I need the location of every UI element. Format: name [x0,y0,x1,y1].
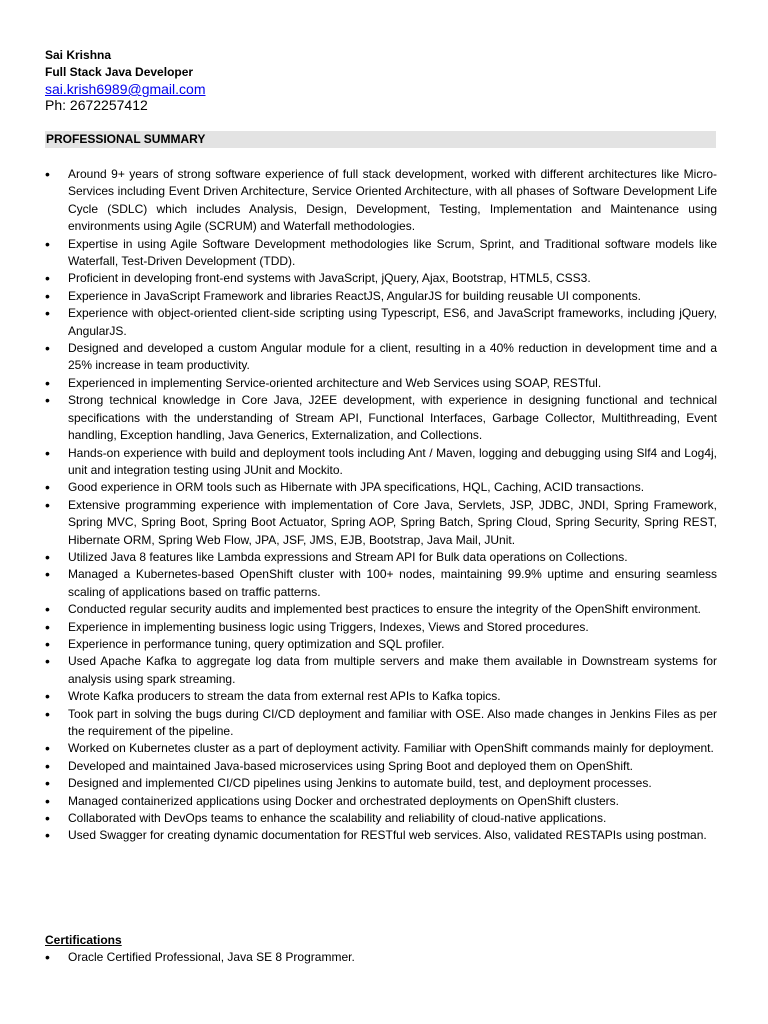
list-item: • Developed and maintained Java-based microservices using Spring Boot and deployed them on OpenShift. [45,758,717,775]
list-item: • Utilized Java 8 features like Lambda expressions and Stream API for Bulk data operations on Collections. [45,549,717,566]
list-item: • Conducted regular security audits and implemented best practices to ensure the integrity of the OpenShift environment. [45,601,717,618]
list-item: • Experience in implementing business logic using Triggers, Indexes, Views and Stored procedures. [45,619,717,636]
list-item: • Worked on Kubernetes cluster as a part of deployment activity. Familiar with OpenShift commands mainly for deployment. [45,740,717,757]
candidate-name: Sai Krishna [45,48,112,62]
list-item: • Collaborated with DevOps teams to enhance the scalability and reliability of cloud-native applications. [45,810,717,827]
list-item: • Proficient in developing front-end systems with JavaScript, jQuery, Ajax, Bootstrap, HTML5, CSS3. [45,270,717,287]
list-item: • Experienced in implementing Service-oriented architecture and Web Services using SOAP, RESTful. [45,375,717,392]
list-item: • Good experience in ORM tools such as Hibernate with JPA specifications, HQL, Caching, ACID transactions. [45,479,717,496]
list-item: • Around 9+ years of strong software experience of full stack development, worked with different architectures like Micro-Services including Event Driven Architecture, Service Oriented Architecture, with all phases of Software Development Life Cycle (SDLC) which includes Analysis, Design, Development, Testing, Implementation and Maintenance using environments using Agile (SCRUM) and Waterfall methodologies. [45,166,717,236]
list-item: • Wrote Kafka producers to stream the data from external rest APIs to Kafka topics. [45,688,717,705]
list-item: • Designed and implemented CI/CD pipelines using Jenkins to automate build, test, and deployment processes. [45,775,717,792]
list-item: • Used Apache Kafka to aggregate log data from multiple servers and make them available in Downstream systems for analysis using spark streaming. [45,653,717,688]
list-item: • Designed and developed a custom Angular module for a client, resulting in a 40% reduction in development time and a 25% increase in team productivity. [45,340,717,375]
certifications-list [45,949,717,966]
resume-header [45,47,206,114]
list-item: • Managed a Kubernetes-based OpenShift cluster with 100+ nodes, maintaining 99.9% uptime and ensuring seamless scaling of applications based on traffic patterns. [45,566,717,601]
email-link[interactable]: sai.krish6989@gmail.com [45,81,206,97]
list-item: • Took part in solving the bugs during CI/CD deployment and familiar with OSE. Also made changes in Jenkins Files as per the requirement of the pipeline. [45,706,717,741]
certifications-heading: Certifications [45,933,122,947]
list-item: • Used Swagger for creating dynamic documentation for RESTful web services. Also, validated RESTAPIs using postman. [45,827,717,844]
list-item: • Experience in JavaScript Framework and libraries ReactJS, AngularJS for building reusable UI components. [45,288,717,305]
list-item: • Strong technical knowledge in Core Java, J2EE development, with experience in designing functional and technical specifications with the understanding of Stream API, Functional Interfaces, Garbage Collector, Multithreading, Event handling, Exception handling, Java Generics, Externalization, and Collections. [45,392,717,444]
list-item: • Managed containerized applications using Docker and orchestrated deployments on OpenShift clusters. [45,793,717,810]
list-item: • Expertise in using Agile Software Development methodologies like Scrum, Sprint, and Traditional software models like Waterfall, Test-Driven Development (TDD). [45,236,717,271]
list-item: • Experience with object-oriented client-side scripting using Typescript, ES6, and JavaScript frameworks, including jQuery, AngularJS. [45,305,717,340]
professional-summary-heading [45,131,716,148]
list-item: • Experience in performance tuning, query optimization and SQL profiler. [45,636,717,653]
list-item: • Extensive programming experience with implementation of Core Java, Servlets, JSP, JDBC, JNDI, Spring Framework, Spring MVC, Spring Boot, Spring Boot Actuator, Spring AOP, Spring Batch, Spring Cloud, Spring Security, Spring REST, Hibernate ORM, Spring Web Flow, JPA, JSF, JMS, EJB, Bootstrap, Java Mail, JUnit. [45,497,717,549]
phone-number: Ph: 2672257412 [45,97,148,113]
list-item: • Hands-on experience with build and deployment tools including Ant / Maven, logging and debugging using Slf4 and Log4j, unit and integration testing using JUnit and Mockito. [45,445,717,480]
summary-list [45,166,717,845]
section-title: PROFESSIONAL SUMMARY [46,132,206,146]
candidate-role: Full Stack Java Developer [45,65,194,79]
list-item: • Oracle Certified Professional, Java SE 8 Programmer. [45,949,717,966]
